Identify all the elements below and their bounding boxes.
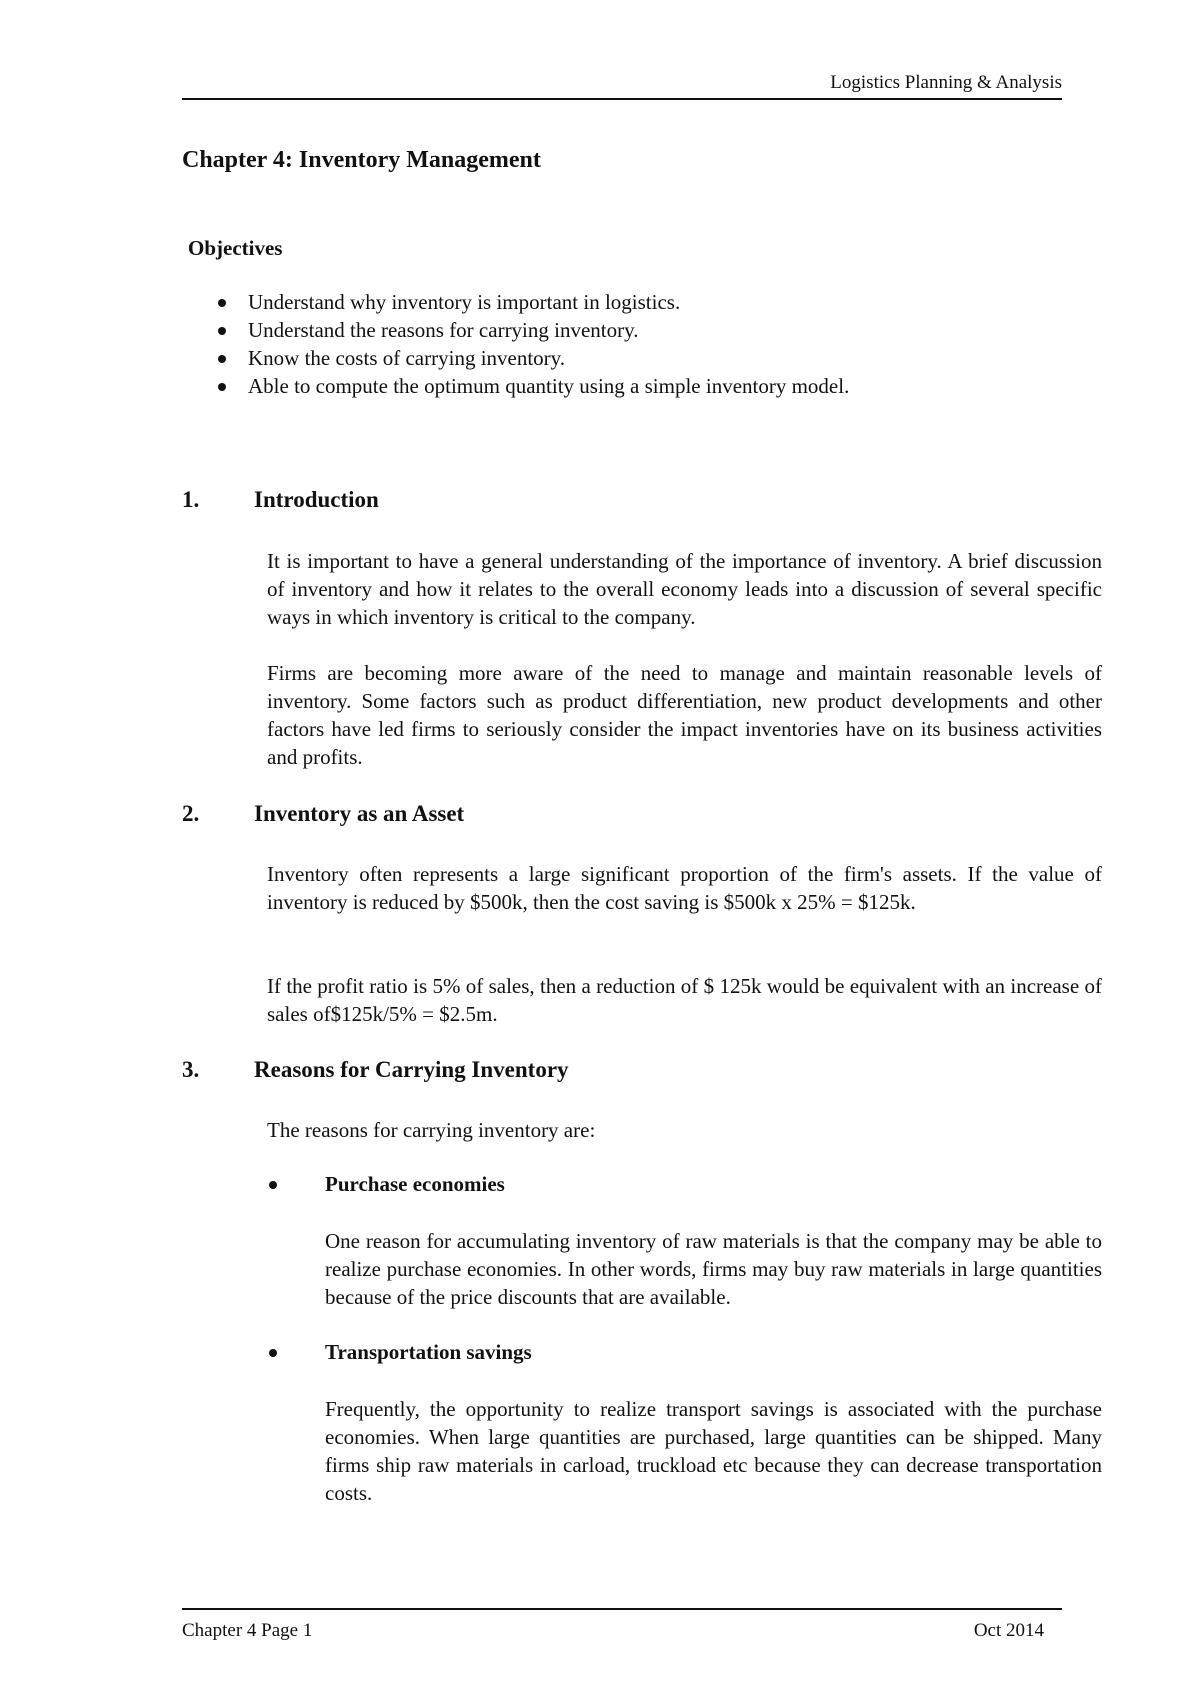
header-title: Logistics Planning & Analysis: [830, 72, 1062, 93]
bullet-icon: [269, 1181, 277, 1189]
bullet-icon: [218, 355, 226, 363]
reason-title: Purchase economies: [325, 1172, 505, 1196]
page-footer: [182, 1608, 1062, 1650]
page-header: [182, 68, 1062, 100]
introduction-paragraph-2: Firms are becoming more aware of the need to manage and maintain reasonable levels of inventory. Some factors such as product differentiation, new product developments and other factors have led firms to seriously consider the impact inventories have on its business activities and profits.: [267, 661, 1102, 769]
objective-item: [218, 288, 849, 316]
bullet-icon: [218, 327, 226, 335]
objective-text: Understand the reasons for carrying inventory.: [248, 318, 639, 342]
objective-text: Know the costs of carrying inventory.: [248, 346, 566, 370]
chapter-title: Chapter 4: Inventory Management: [182, 147, 541, 173]
objectives-heading: Objectives: [188, 236, 283, 260]
objectives-list: [218, 288, 849, 400]
section-title: Inventory as an Asset: [254, 801, 465, 826]
objective-text: Understand why inventory is important in logistics.: [248, 290, 681, 314]
section-number: 2.: [182, 801, 200, 826]
asset-paragraph-1: Inventory often represents a large significant proportion of the firm's assets. If the value of inventory is reduced by $500k, then the cost saving is $500k x 25% = $125k.: [267, 862, 1102, 914]
reason-text-purchase-economies: One reason for accumulating inventory of raw materials is that the company may be able to realize purchase economies. In other words, firms may buy raw materials in large quantities because of the price discounts that are available.: [325, 1229, 1102, 1309]
reason-text-transportation-savings: Frequently, the opportunity to realize transport savings is associated with the purchase economies. When large quantities are purchased, large quantities can be shipped. Many firms ship raw materials in carload, truckload etc because they can decrease transportation costs.: [325, 1397, 1102, 1505]
footer-page-number: Chapter 4 Page 1: [182, 1620, 313, 1641]
section-title: Introduction: [254, 487, 379, 512]
section-number: 1.: [182, 487, 200, 512]
objective-text: Able to compute the optimum quantity using a simple inventory model.: [248, 374, 850, 398]
bullet-icon: [269, 1349, 277, 1357]
bullet-icon: [218, 299, 226, 307]
reason-title: Transportation savings: [325, 1340, 532, 1364]
bullet-icon: [218, 383, 226, 391]
section-number: 3.: [182, 1057, 200, 1082]
reasons-intro: The reasons for carrying inventory are:: [267, 1118, 596, 1142]
footer-date: Oct 2014: [973, 1620, 1044, 1641]
section-title: Reasons for Carrying Inventory: [254, 1057, 569, 1082]
introduction-paragraph-1: It is important to have a general understanding of the importance of inventory. A brief discussion of inventory and how it relates to the overall economy leads into a discussion of several specific ways in which inventory is critical to the company.: [267, 549, 1102, 629]
objective-item: [218, 344, 849, 372]
objective-item: [218, 316, 849, 344]
asset-paragraph-2: If the profit ratio is 5% of sales, then a reduction of $ 125k would be equivalent with an increase of sales of$125k/5% = $2.5m.: [267, 974, 1102, 1026]
objective-item: [218, 372, 849, 400]
